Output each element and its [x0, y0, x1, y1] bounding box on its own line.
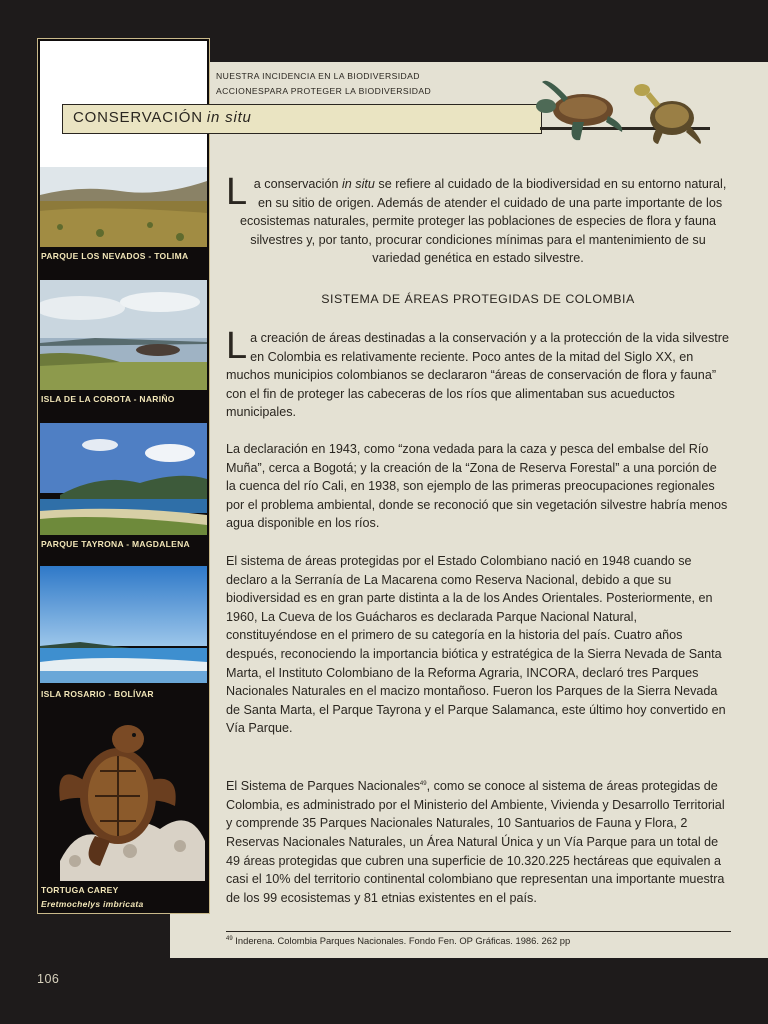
intro-italic: in situ [342, 177, 375, 191]
turtle-swimming-icon [528, 76, 628, 146]
header-kicker-1: NUESTRA INCIDENCIA EN LA BIODIVERSIDAD [216, 71, 420, 81]
footnote-number: 49 [226, 935, 233, 942]
footnote-ref[interactable]: 49 [419, 781, 427, 787]
paragraph-1 [226, 325, 730, 422]
photo-isla-corota [40, 280, 207, 390]
intro-text-end: se refiere al cuidado de la biodiversidad en su entorno natural, en su sitio de origen. Además de atender el cuidado de una parte importante de los ecosistemas naturales, permite proteger las poblaciones de especies de flora y fauna silvestres y, por tanto, procurar condiciones mínimas para el mantenimiento de su variedad genética en estado silvestre. [239, 177, 727, 266]
caption-species-name: Eretmochelys imbricata [41, 899, 144, 909]
intro-paragraph [226, 171, 730, 268]
intro-text-start: a conservación [253, 177, 342, 191]
photo-isla-rosario [40, 566, 207, 683]
caption-tortuga-carey: TORTUGA CAREY [41, 885, 119, 895]
section-heading: SISTEMA DE ÁREAS PROTEGIDAS DE COLOMBIA [321, 292, 635, 306]
paragraph-3: El sistema de áreas protegidas por el Estado Colombiano nació en 1948 cuando se declaro a la Serranía de La Macarena como Reserva Nacional, debido a que su biodiversidad es en gran parte distinta a la de los Andes Orientales. Posteriormente, en 1960, La Cueva de los Guácharos es declarada Parque Nacional Natural, constituyéndose en el primero de su categoría en la historia del país. Cuatro años después, reconociendo la importancia biótica y estratégica de la Sierra Nevada de Santa Marta, el Instituto Colombiano de la Reforma Agraria, INCORA, declaró tres Parques Nacionales Naturales en el macizo montañoso. Fueron los Parques de la Sierra Nevada de Santa Marta, el Parque Tayrona y el Parque Salamanca, este último hoy convertido en Vía Parque. [226, 554, 726, 736]
drop-cap-2: L [226, 325, 248, 367]
footnote-text: Inderena. Colombia Parques Nacionales. Fondo Fen. OP Gráficas. 1986. 262 pp [232, 935, 571, 946]
section-title-main: CONSERVACIÓN [73, 109, 203, 126]
paragraph-4 [226, 775, 730, 907]
paragraph-1-text: a creación de áreas destinadas a la conservación y a la protección de la vida silvestre en Colombia es relativamente reciente. Poco antes de la mitad del Siglo XX, en muchos municipios colombianos se declararon “áreas de conservación de flora y fauna” con el fin de proteger las cabeceras de los ríos que alimentaban sus acueductos municipales. [226, 331, 729, 420]
caption-isla-rosario: ISLA ROSARIO - BOLÍVAR [41, 689, 154, 699]
turtle-side-icon [630, 78, 710, 148]
caption-tayrona: PARQUE TAYRONA - MAGDALENA [41, 539, 190, 549]
page-number: 106 [37, 972, 60, 986]
paragraph-4-end: , como se conoce al sistema de áreas protegidas de Colombia, es administrado por el Ministerio del Ambiente, Vivienda y Desarrollo Territorial y comprende 35 Parques Nacionales Naturales, 10 Santuarios de Fauna y Flora, 2 Reservas Nacionales Naturales, un Área Natural Única y un Vía Parque para un total de 49 áreas protegidas que cubren una superficie de 10.320.225 hectáreas que equivalen a casi el 10% del territorio continental colombiano que representan una importante muestra de los 99 ecosistemas y 81 etnias existentes en el país. [226, 779, 725, 905]
drop-cap: L [226, 171, 248, 213]
footnote [226, 935, 570, 946]
section-title-italic: in situ [206, 109, 252, 126]
caption-los-nevados: PARQUE LOS NEVADOS - TOLIMA [41, 251, 189, 261]
paragraph-4-start: El Sistema de Parques Nacionales [226, 779, 420, 794]
photo-tortuga-carey [40, 711, 207, 881]
photo-tayrona [40, 423, 207, 535]
paragraph-2: La declaración en 1943, como “zona vedada para la caza y pesca del embalse del Río Muña”, cerca a Bogotá; y la creación de la “Zona de Reserva Forestal” a una porción de la cuenca del río Cali, en 1938, son ejemplo de las primeras preocupaciones regionales por el problema ambiental, donde se reconoció que sin vegetación silvestre habría menos agua disponible en los ríos. [226, 442, 728, 531]
photo-column [37, 38, 210, 914]
caption-isla-corota: ISLA DE LA COROTA - NARIÑO [41, 394, 175, 404]
section-title [62, 104, 542, 134]
photo-los-nevados [40, 167, 207, 247]
header-kicker-2: ACCIONESPARA PROTEGER LA BIODIVERSIDAD [216, 86, 432, 96]
footnote-rule [226, 931, 731, 932]
